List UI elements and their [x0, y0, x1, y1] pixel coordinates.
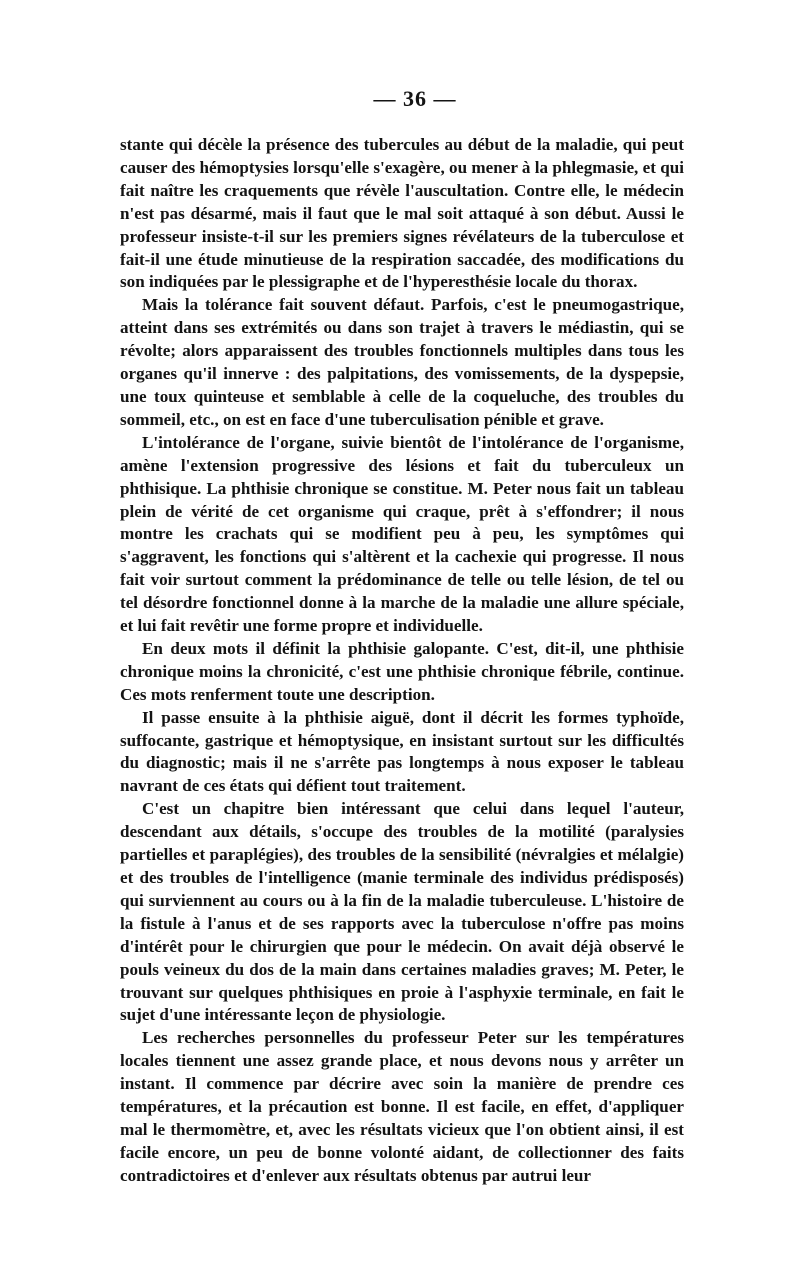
paragraph-4: En deux mots il définit la phthisie galopante. C'est, dit-il, une phthisie chronique moins la chronicité, c'est une phthisie chronique fébrile, continue. Ces mots renferment toute une description. — [120, 638, 684, 704]
page-number: — 36 — — [373, 86, 457, 111]
paragraph-1: stante qui décèle la présence des tubercules au début de la maladie, qui peut causer des hémoptysies lorsqu'elle s'exagère, ou mener à la phlegmasie, et qui fait naître les craquements que révèle l'auscultation. Contre elle, le médecin n'est pas désarmé, mais il faut que le mal soit attaqué à son début. Aussi le professeur insiste-t-il sur les premiers signes révélateurs de la tuberculose et fait-il une étude minutieuse de la respiration saccadée, des modifications du son indiquées par le plessigraphe et de l'hyperesthésie locale du thorax. — [120, 135, 684, 292]
paragraph-5: Il passe ensuite à la phthisie aiguë, dont il décrit les formes typhoïde, suffocante, gastrique et hémoptysique, en insistant surtout sur les difficultés du diagnostic; mais il ne s'arrête pas longtemps à nous exposer le tableau navrant de ces états qui défient tout traitement. — [120, 707, 684, 796]
paragraph-3: L'intolérance de l'organe, suivie bientôt de l'intolérance de l'organisme, amène l'extension progressive des lésions et fait du tuberculeux un phthisique. La phthisie chronique se constitue. M. Peter nous fait un tableau plein de vérité de cet organisme qui craque, prêt à s'effondrer; il nous montre les crachats qui se modifient peu à peu, les symptômes qui s'aggravent, les fonctions qui s'altèrent et la cachexie qui progresse. Il nous fait voir surtout comment la prédominance de telle ou telle lésion, de tel ou tel désordre fonctionnel donne à la marche de la maladie une allure spéciale, et lui fait revêtir une forme propre et individuelle. — [120, 432, 684, 636]
paragraph-2: Mais la tolérance fait souvent défaut. Parfois, c'est le pneumogastrique, atteint dans ses extrémités ou dans son trajet à travers le médiastin, qui se révolte; alors apparaissent des troubles fonctionnels multiples dans tous les organes qu'il innerve : des palpitations, des vomissements, de la dyspepsie, une toux quinteuse et semblable à celle de la coqueluche, des troubles du sommeil, etc., on est en face d'une tuberculisation pénible et grave. — [120, 295, 684, 429]
paragraph-6: C'est un chapitre bien intéressant que celui dans lequel l'auteur, descendant aux détails, s'occupe des troubles de la motilité (paralysies partielles et paraplégies), des troubles de la sensibilité (névralgies et mélalgie) et des troubles de l'intelligence (manie terminale des individus prédisposés) qui surviennent au cours ou à la fin de la maladie tuberculeuse. L'histoire de la fistule à l'anus et de ses rapports avec la tuberculose n'offre pas moins d'intérêt pour le chirurgien que pour le médecin. On avait déjà observé le pouls veineux du dos de la main dans certaines maladies graves; M. Peter, le trouvant sur quelques phthisiques en proie à l'asphyxie terminale, en fait le sujet d'une intéressante leçon de physiologie. — [120, 799, 684, 1025]
paragraph-7: Les recherches personnelles du professeur Peter sur les températures locales tiennent une assez grande place, et nous devons nous y arrêter un instant. Il commence par décrire avec soin la manière de prendre ces températures, et la précaution est bonne. Il est facile, en effet, d'appliquer mal le thermomètre, et, avec les résultats vicieux que l'on obtient ainsi, il est facile encore, un peu de bonne volonté aidant, de collectionner des faits contradictoires et d'enlever aux résultats obtenus par autrui leur — [120, 1028, 684, 1185]
